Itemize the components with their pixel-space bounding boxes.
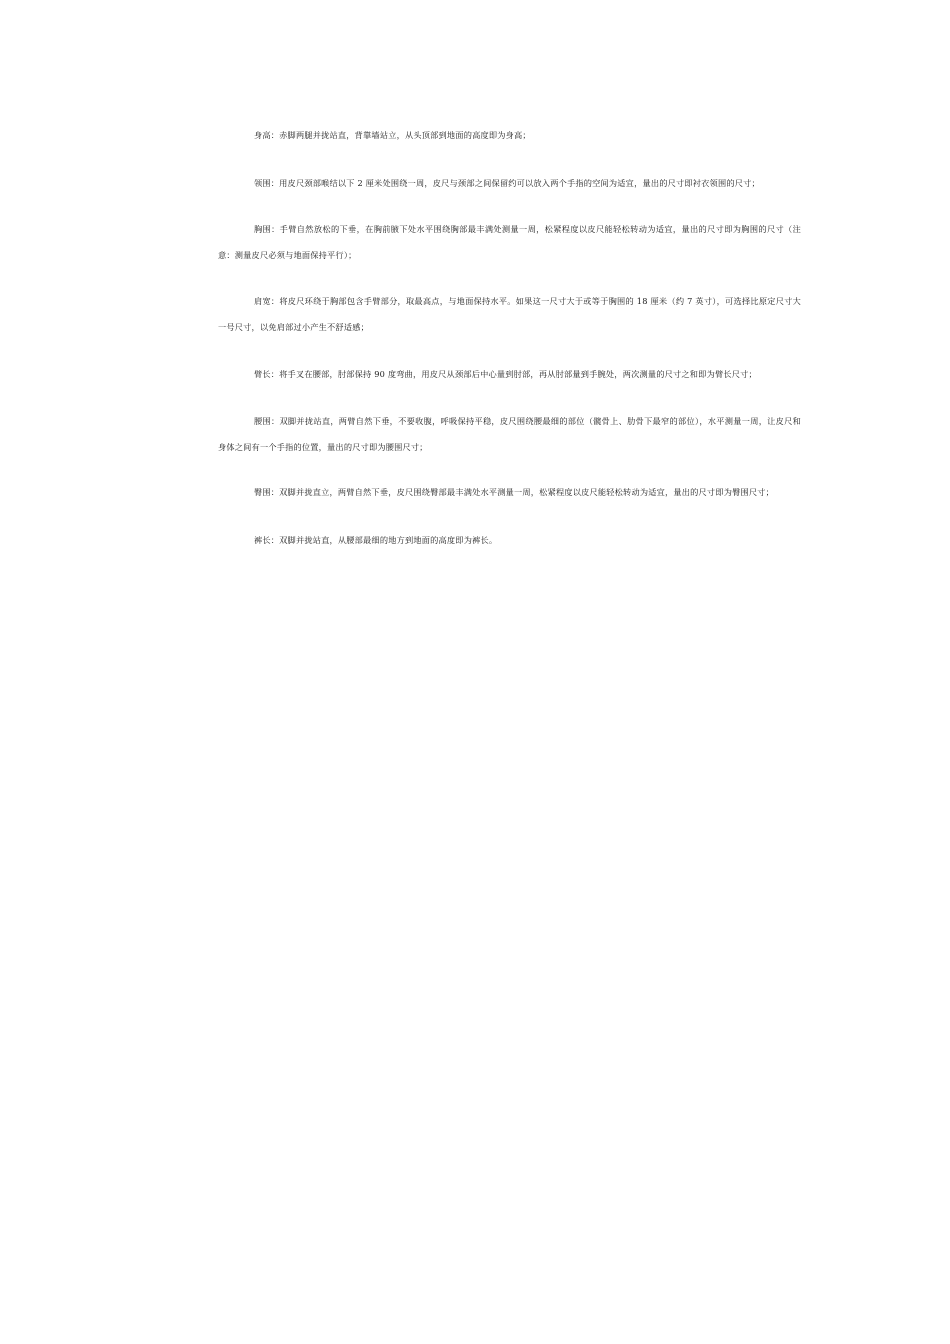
paragraph-waist: 腰围：双脚并拢站直，两臂自然下垂，不要收腹，呼吸保持平稳，皮尺围绕腰最细的部位（髋骨上、肋骨下最窄的部位），水平测量一周，让皮尺和身体之间有一个手指的位置，量出的尺寸即为腰围尺寸； <box>218 416 801 452</box>
paragraph-neck: 领围：用皮尺颈部喉结以下 2 厘米处围绕一周，皮尺与颈部之间保留约可以放入两个手指的空间为适宜，量出的尺寸即衬衣领围的尺寸； <box>254 178 760 188</box>
paragraph-hip: 臀围：双脚并拢直立，两臂自然下垂，皮尺围绕臀部最丰满处水平测量一周，松紧程度以皮尺能轻松转动为适宜，量出的尺寸即为臀围尺寸； <box>254 487 775 497</box>
paragraph-arm: 臂长：将手叉在腰部，肘部保持 90 度弯曲，用皮尺从颈部后中心量到肘部，再从肘部量到手腕处，两次测量的尺寸之和即为臂长尺寸； <box>254 369 757 379</box>
paragraph-height: 身高：赤脚两腿并拢站直，背靠墙站立，从头顶部到地面的高度即为身高； <box>254 130 531 140</box>
paragraph-inseam: 裤长：双脚并拢站直，从腰部最细的地方到地面的高度即为裤长。 <box>254 535 498 545</box>
paragraph-shoulder: 肩宽：将皮尺环绕于胸部包含手臂部分，取最高点，与地面保持水平。如果这一尺寸大于或等于胸围的 18 厘米（约 7 英寸），可选择比原定尺寸大一号尺寸，以免肩部过小产生不舒适感； <box>218 296 801 332</box>
paragraph-chest: 胸围：手臂自然放松的下垂，在胸前腋下处水平围绕胸部最丰满处测量一周，松紧程度以皮尺能轻松转动为适宜，量出的尺寸即为胸围的尺寸（注意：测量皮尺必须与地面保持平行）； <box>218 224 801 260</box>
